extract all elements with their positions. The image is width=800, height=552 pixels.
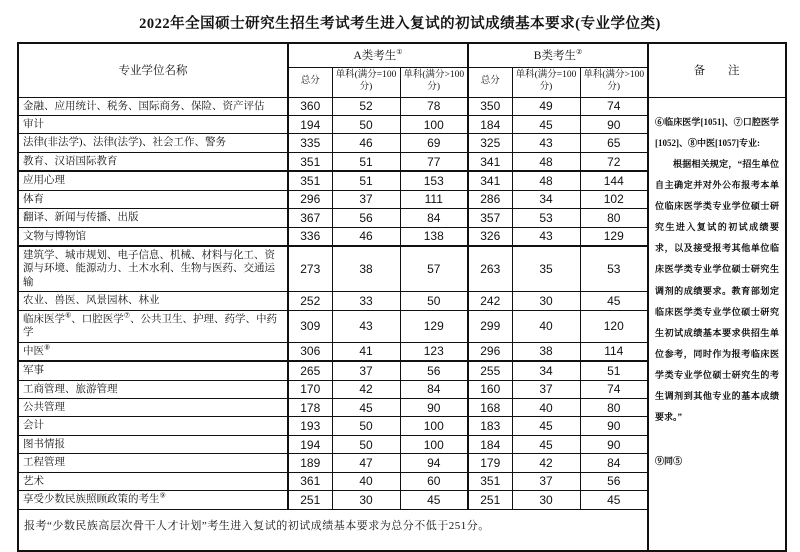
degree-name-cell: 教育、汉语国际教育 [18, 152, 288, 171]
score-cell: 35 [512, 246, 580, 292]
degree-name-cell: 中医⑧ [18, 342, 288, 361]
score-cell: 296 [468, 342, 512, 361]
score-cell: 72 [580, 152, 648, 171]
remarks-cell [648, 97, 786, 551]
score-cell: 351 [288, 171, 332, 190]
degree-name-cell: 农业、兽医、风景园林、林业 [18, 292, 288, 310]
degree-name-cell: 公共管理 [18, 398, 288, 416]
score-cell: 184 [468, 115, 512, 133]
score-cell: 184 [468, 435, 512, 453]
score-cell: 41 [332, 342, 400, 361]
score-cell: 50 [332, 435, 400, 453]
score-cell: 90 [580, 115, 648, 133]
col-header-b-total: 总分 [468, 67, 512, 97]
score-cell: 100 [400, 417, 468, 435]
score-cell: 251 [468, 491, 512, 509]
score-cell: 341 [468, 152, 512, 171]
score-cell: 50 [332, 417, 400, 435]
score-cell: 45 [512, 435, 580, 453]
score-cell: 335 [288, 134, 332, 152]
score-cell: 45 [332, 398, 400, 416]
score-cell: 265 [288, 361, 332, 380]
score-cell: 153 [400, 171, 468, 190]
footer-note: 报考“少数民族高层次骨干人才计划”考生进入复试的初试成绩基本要求为总分不低于251分。 [18, 509, 648, 551]
score-cell: 45 [580, 292, 648, 310]
degree-name-cell: 军事 [18, 361, 288, 380]
score-cell: 273 [288, 246, 332, 292]
score-cell: 114 [580, 342, 648, 361]
score-cell: 263 [468, 246, 512, 292]
table-body [18, 97, 786, 551]
col-header-group-b: B类考生② [468, 43, 648, 67]
score-cell: 33 [332, 292, 400, 310]
degree-name-cell: 审计 [18, 115, 288, 133]
degree-name-cell: 工商管理、旅游管理 [18, 380, 288, 398]
score-cell: 43 [332, 310, 400, 342]
score-cell: 60 [400, 472, 468, 490]
score-cell: 77 [400, 152, 468, 171]
score-cell: 45 [580, 491, 648, 509]
degree-name-cell: 应用心理 [18, 171, 288, 190]
score-cell: 37 [332, 190, 400, 208]
score-cell: 306 [288, 342, 332, 361]
score-cell: 80 [580, 398, 648, 416]
score-cell: 37 [512, 380, 580, 398]
score-cell: 123 [400, 342, 468, 361]
score-cell: 40 [512, 398, 580, 416]
score-cell: 120 [580, 310, 648, 342]
col-header-b-single-100: 单科(满分=100分) [512, 67, 580, 97]
table-row [18, 97, 786, 115]
page-title: 2022年全国硕士研究生招生考试考生进入复试的初试成绩基本要求(专业学位类) [139, 16, 661, 32]
score-cell: 74 [580, 380, 648, 398]
score-cell: 42 [512, 454, 580, 472]
score-cell: 45 [400, 491, 468, 509]
table-header [18, 43, 786, 97]
score-cell: 90 [580, 417, 648, 435]
score-cell: 37 [512, 472, 580, 490]
score-cell: 251 [288, 491, 332, 509]
degree-name-cell: 享受少数民族照顾政策的考生⑨ [18, 491, 288, 509]
score-cell: 47 [332, 454, 400, 472]
degree-name-cell: 工程管理 [18, 454, 288, 472]
score-cell: 69 [400, 134, 468, 152]
score-cell: 56 [580, 472, 648, 490]
score-cell: 90 [400, 398, 468, 416]
remark-paragraph: ⑥临床医学[1051]、⑦口腔医学[1052]、⑧中医[1057]专业: [655, 116, 780, 148]
col-header-a-single-gt100: 单科(满分>100分) [400, 67, 468, 97]
score-cell: 80 [580, 209, 648, 227]
score-cell: 326 [468, 227, 512, 246]
degree-name-cell: 艺术 [18, 472, 288, 490]
score-cell: 48 [512, 171, 580, 190]
score-requirements-table [17, 42, 787, 552]
score-cell: 351 [288, 152, 332, 171]
col-header-remarks: 备 注 [648, 43, 786, 97]
score-cell: 53 [512, 209, 580, 227]
score-cell: 53 [580, 246, 648, 292]
score-cell: 168 [468, 398, 512, 416]
score-cell: 30 [512, 292, 580, 310]
score-cell: 361 [288, 472, 332, 490]
score-cell: 84 [400, 209, 468, 227]
degree-name-cell: 金融、应用统计、税务、国际商务、保险、资产评估 [18, 97, 288, 115]
score-cell: 100 [400, 115, 468, 133]
col-header-b-single-gt100: 单科(满分>100分) [580, 67, 648, 97]
score-cell: 193 [288, 417, 332, 435]
score-cell: 194 [288, 435, 332, 453]
score-cell: 78 [400, 97, 468, 115]
score-cell: 336 [288, 227, 332, 246]
score-cell: 45 [512, 417, 580, 435]
col-header-a-total: 总分 [288, 67, 332, 97]
score-cell: 255 [468, 361, 512, 380]
score-cell: 286 [468, 190, 512, 208]
score-cell: 50 [332, 115, 400, 133]
score-cell: 360 [288, 97, 332, 115]
score-cell: 170 [288, 380, 332, 398]
score-cell: 52 [332, 97, 400, 115]
score-cell: 34 [512, 361, 580, 380]
score-cell: 51 [332, 171, 400, 190]
score-cell: 49 [512, 97, 580, 115]
score-cell: 138 [400, 227, 468, 246]
score-cell: 160 [468, 380, 512, 398]
score-cell: 40 [512, 310, 580, 342]
score-cell: 84 [400, 380, 468, 398]
score-cell: 34 [512, 190, 580, 208]
score-cell: 38 [332, 246, 400, 292]
score-cell: 100 [400, 435, 468, 453]
col-header-a-single-100: 单科(满分=100分) [332, 67, 400, 97]
score-cell: 56 [332, 209, 400, 227]
score-cell: 65 [580, 134, 648, 152]
score-cell: 40 [332, 472, 400, 490]
score-cell: 43 [512, 134, 580, 152]
score-cell: 325 [468, 134, 512, 152]
score-cell: 38 [512, 342, 580, 361]
score-cell: 179 [468, 454, 512, 472]
score-cell: 341 [468, 171, 512, 190]
score-cell: 42 [332, 380, 400, 398]
score-cell: 252 [288, 292, 332, 310]
score-cell: 57 [400, 246, 468, 292]
col-header-group-a: A类考生① [288, 43, 468, 67]
score-cell: 46 [332, 227, 400, 246]
score-cell: 84 [580, 454, 648, 472]
score-cell: 74 [580, 97, 648, 115]
score-cell: 144 [580, 171, 648, 190]
score-cell: 178 [288, 398, 332, 416]
score-cell: 56 [400, 361, 468, 380]
score-cell: 357 [468, 209, 512, 227]
score-cell: 30 [512, 491, 580, 509]
score-cell: 30 [332, 491, 400, 509]
score-cell: 111 [400, 190, 468, 208]
score-cell: 189 [288, 454, 332, 472]
score-cell: 299 [468, 310, 512, 342]
score-cell: 90 [580, 435, 648, 453]
score-cell: 242 [468, 292, 512, 310]
score-cell: 94 [400, 454, 468, 472]
score-cell: 351 [468, 472, 512, 490]
remark-paragraph: 根据相关规定，“招生单位自主确定并对外公布报考本单位临床医学类专业学位硕士研究生进入复试的初试成绩要求，以及接受报考其他单位临床医学类专业学位硕士研究生调剂的成绩要求。教育部划定临床医学类专业学位硕士研究生初试成绩基本要求供招生单位参考，同时作为报考临床医学类专业学位硕士研究生的考生调剂到其他专业的基本成绩要求。” [655, 158, 780, 423]
col-header-degree-name: 专业学位名称 [18, 43, 288, 97]
score-cell: 309 [288, 310, 332, 342]
degree-name-cell: 图书情报 [18, 435, 288, 453]
degree-name-cell: 法律(非法学)、法律(法学)、社会工作、警务 [18, 134, 288, 152]
score-cell: 129 [580, 227, 648, 246]
degree-name-cell: 翻译、新闻与传播、出版 [18, 209, 288, 227]
score-cell: 194 [288, 115, 332, 133]
score-cell: 183 [468, 417, 512, 435]
score-cell: 51 [332, 152, 400, 171]
degree-name-cell: 建筑学、城市规划、电子信息、机械、材料与化工、资源与环境、能源动力、土木水利、生物与医药、交通运输 [18, 246, 288, 292]
score-cell: 51 [580, 361, 648, 380]
score-cell: 37 [332, 361, 400, 380]
degree-name-cell: 会计 [18, 417, 288, 435]
score-cell: 43 [512, 227, 580, 246]
score-cell: 45 [512, 115, 580, 133]
score-cell: 50 [400, 292, 468, 310]
degree-name-cell: 体育 [18, 190, 288, 208]
score-cell: 46 [332, 134, 400, 152]
score-cell: 350 [468, 97, 512, 115]
score-cell: 129 [400, 310, 468, 342]
score-cell: 367 [288, 209, 332, 227]
score-cell: 102 [580, 190, 648, 208]
degree-name-cell: 临床医学⑥、口腔医学⑦、公共卫生、护理、药学、中药学 [18, 310, 288, 342]
remark-paragraph: ⑨同⑤ [655, 455, 683, 466]
degree-name-cell: 文物与博物馆 [18, 227, 288, 246]
score-cell: 296 [288, 190, 332, 208]
score-cell: 48 [512, 152, 580, 171]
